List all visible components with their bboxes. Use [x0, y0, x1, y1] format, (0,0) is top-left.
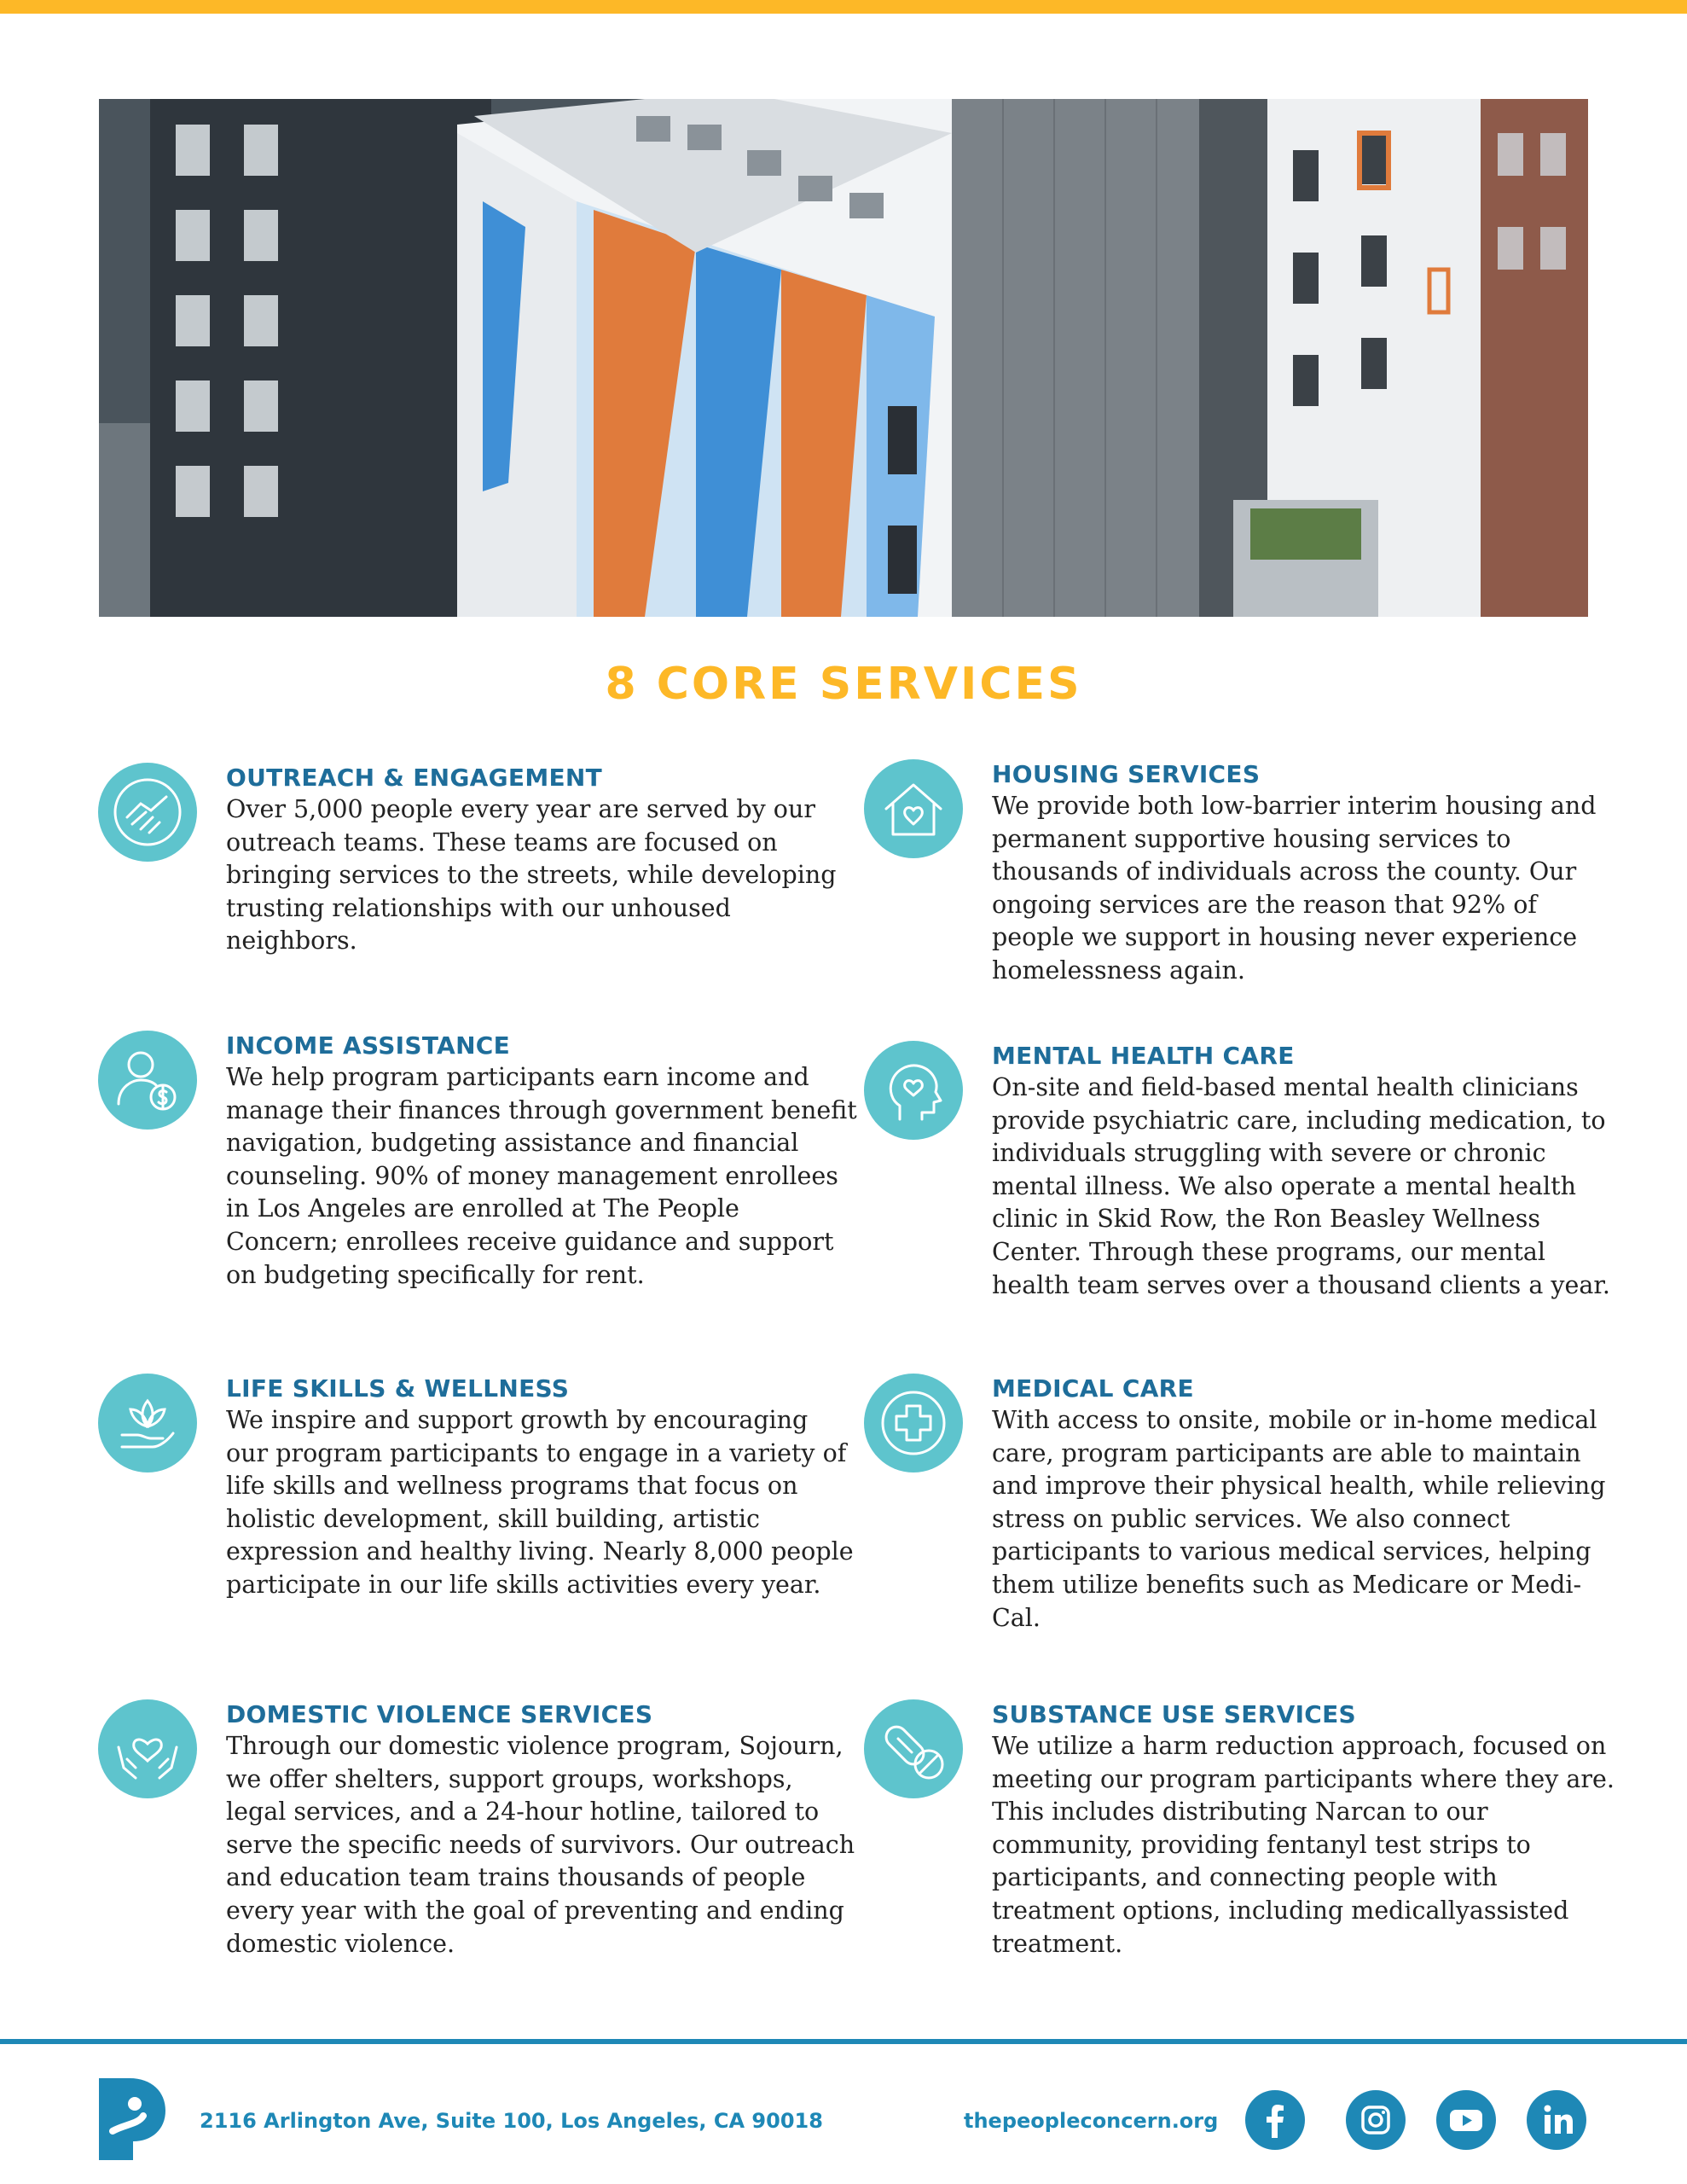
service-title: LIFE SKILLS & WELLNESS — [226, 1374, 570, 1403]
service-outreach-engagement — [226, 763, 857, 958]
person-dollar-icon — [98, 1031, 197, 1130]
service-title: OUTREACH & ENGAGEMENT — [226, 764, 603, 792]
medical-cross-icon — [864, 1374, 963, 1472]
footer-address: 2116 Arlington Ave, Suite 100, Los Angeles, CA 90018 — [200, 2109, 823, 2133]
service-income-assistance — [226, 1031, 857, 1292]
footer-divider — [0, 2039, 1687, 2044]
service-substance-use — [992, 1699, 1623, 1960]
service-description: Through our domestic violence program, Sojourn, we offer shelters, support groups, workshops, legal services, and a 24-hour hotline, tailored to serve the specific needs of survivors. Our outreach and education team trains thousands of people every year with the goal of preventing and ending domestic violence. — [226, 1732, 855, 1958]
service-description: On-site and field-based mental health clinicians provide psychiatric care, including medication, to individuals struggling with severe or chronic mental illness. We also operate a mental health clinic in Skid Row, the Ron Beasley Wellness Center. Through these programs, our mental health team serves over a thousand clients a year. — [992, 1073, 1610, 1299]
the-people-concern-logo — [96, 2078, 169, 2160]
youtube-icon[interactable] — [1436, 2090, 1496, 2150]
service-description: Over 5,000 people every year are served by our outreach teams. These teams are focused on bringing services to the streets, while developing trusting relationships with our unhoused neighbors. — [226, 795, 837, 956]
instagram-icon[interactable] — [1346, 2090, 1406, 2150]
service-description: We help program participants earn income and manage their finances through government benefit navigation, budgeting assistance and financial counseling. 90% of money management enrollees in Los Angeles are enrolled at The People Concern; enrollees receive guidance and support on budgeting specifically for rent. — [226, 1063, 857, 1289]
pills-icon — [864, 1699, 963, 1798]
website-link[interactable]: thepeopleconcern.org — [964, 2109, 1219, 2133]
linkedin-icon[interactable] — [1527, 2090, 1586, 2150]
service-description: We inspire and support growth by encouraging our program participants to engage in a variety of life skills and wellness programs that focus on holistic development, skill building, artistic expression and healthy living. Nearly 8,000 people participate in our life skills activities every year. — [226, 1406, 854, 1599]
service-mental-health — [992, 1041, 1623, 1302]
service-title: MENTAL HEALTH CARE — [992, 1042, 1295, 1070]
lotus-hand-icon — [98, 1374, 197, 1472]
service-title: INCOME ASSISTANCE — [226, 1031, 511, 1060]
page-title: 8 CORE SERVICES — [605, 659, 1082, 710]
service-title: SUBSTANCE USE SERVICES — [992, 1700, 1357, 1728]
facebook-icon[interactable] — [1245, 2090, 1305, 2150]
service-description: We utilize a harm reduction approach, focused on meeting our program participants where they are. This includes distributing Narcan to our community, providing fentanyl test strips to participants, and connecting people with treatment options, including medicallyassisted treatment. — [992, 1732, 1615, 1958]
service-description: With access to onsite, mobile or in-home medical care, program participants are able to maintain and improve their physical health, while relieving stress on public services. We also connect participants to various medical services, helping them utilize benefits such as Medicare or Medi-Cal. — [992, 1406, 1606, 1632]
hands-heart-icon — [98, 1699, 197, 1798]
handshake-icon — [98, 763, 197, 862]
service-description: We provide both low-barrier interim housing and permanent supportive housing services to thousands of individuals across the county. Our ongoing services are the reason that 92% of people we support in housing never experience homelessness again. — [992, 792, 1597, 985]
service-title: MEDICAL CARE — [992, 1374, 1194, 1403]
service-medical-care — [992, 1374, 1623, 1635]
service-domestic-violence — [226, 1699, 857, 1960]
service-life-skills-wellness — [226, 1374, 857, 1602]
service-housing — [992, 759, 1623, 988]
hero-building-photo — [99, 99, 1588, 617]
head-heart-icon — [864, 1041, 963, 1140]
service-title: DOMESTIC VIOLENCE SERVICES — [226, 1700, 653, 1728]
top-accent-bar — [0, 0, 1687, 14]
house-heart-icon — [864, 759, 963, 858]
service-title: HOUSING SERVICES — [992, 760, 1261, 788]
